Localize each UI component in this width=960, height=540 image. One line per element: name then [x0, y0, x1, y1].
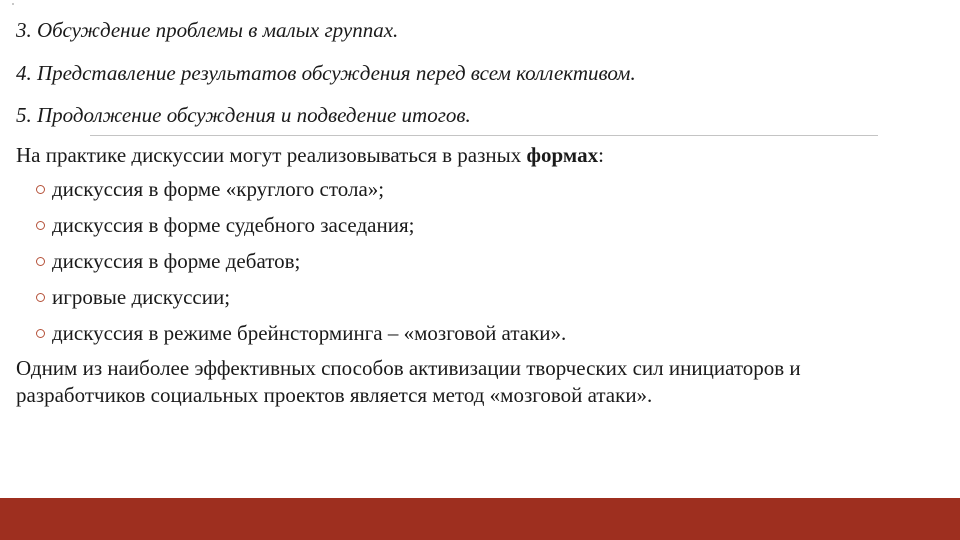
corner-dot	[12, 3, 14, 5]
list-item	[36, 175, 566, 211]
list-item-text: дискуссия в форме «круглого стола»;	[52, 177, 385, 201]
list-item	[36, 319, 566, 355]
intro-text	[16, 142, 604, 168]
list-item-text: дискуссия в режиме брейнсторминга – «мозговой атаки».	[52, 321, 567, 345]
list-item	[36, 211, 566, 247]
bullet-icon	[36, 257, 45, 266]
list-item-text: дискуссия в форме судебного заседания;	[52, 213, 415, 237]
list-item	[36, 283, 566, 319]
step-4-text: 4. Представление результатов обсуждения перед всем коллективом.	[16, 61, 636, 85]
footer-bar	[0, 498, 960, 540]
intro-text-start: На практике дискуссии могут реализовываться в разных	[16, 143, 527, 167]
intro-text-bold: формах	[526, 143, 599, 167]
divider-line	[90, 135, 878, 136]
step-3-text: 3. Обсуждение проблемы в малых группах.	[16, 18, 399, 42]
bullet-icon	[36, 329, 45, 338]
step-5-text: 5. Продолжение обсуждения и подведение итогов.	[16, 103, 471, 127]
list-item	[36, 247, 566, 283]
bullet-icon	[36, 185, 45, 194]
bullet-icon	[36, 221, 45, 230]
list-item-text: игровые дискуссии;	[52, 285, 231, 309]
list-item-text: дискуссия в форме дебатов;	[52, 249, 301, 273]
closing-paragraph: Одним из наиболее эффективных способов активизации творческих сил инициаторов и разработчиков социальных проектов является метод «мозговой атаки».	[16, 356, 801, 407]
forms-list	[36, 175, 566, 355]
bullet-icon	[36, 293, 45, 302]
intro-text-end: :	[598, 143, 604, 167]
